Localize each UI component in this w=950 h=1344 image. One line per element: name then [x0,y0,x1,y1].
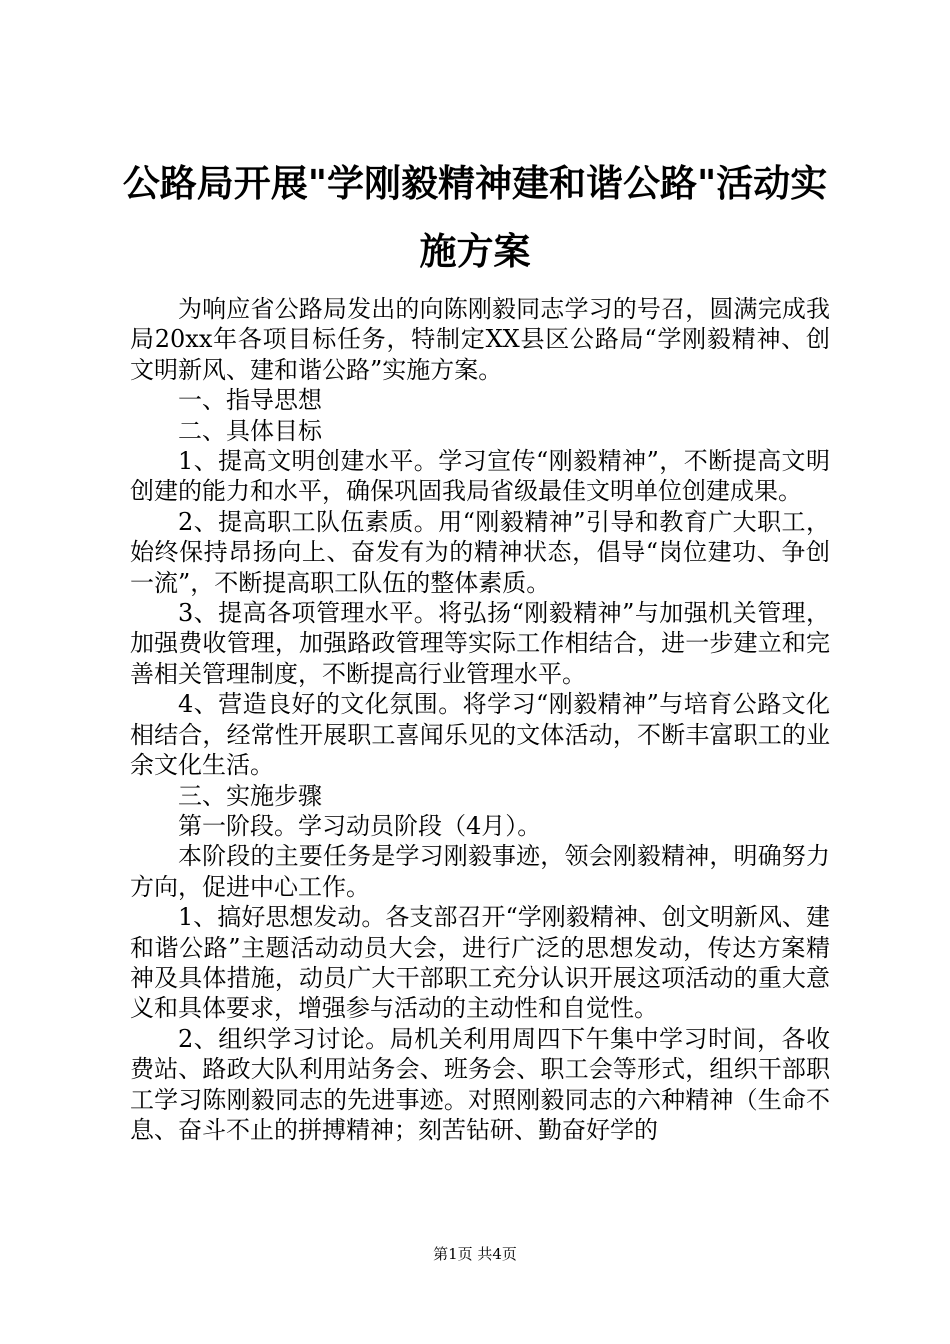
heading-specific-goals: 二、具体目标 [178,416,322,445]
document-title: 公路局开展"学刚毅精神建和谐公路"活动实施方案 [122,162,828,273]
page-footer: 第1页 共4页 [433,1245,517,1263]
paragraph-intro: 为响应省公路局发出的向陈刚毅同志学习的号召，圆满完成我局20xx年各项目标任务，特制定XX县区公路局“学刚毅精神、创文明新风、建和谐公路”实施方案。 [130,295,830,384]
paragraph-step-2: 2、组织学习讨论。局机关利用周四下午集中学习时间，各收费站、路政大队利用站务会、班务会、职工会等形式，组织干部职工学习陈刚毅同志的先进事迹。对照刚毅同志的六种精神（生命不息、奋斗不止的拼搏精神；刻苦钻研、勤奋好学的 [130,1024,830,1144]
paragraph-stage-1-task: 本阶段的主要任务是学习刚毅事迹，领会刚毅精神，明确努力方向，促进中心工作。 [130,842,830,901]
paragraph-stage-1: 第一阶段。学习动员阶段（4月）。 [178,811,542,840]
paragraph-step-1: 1、搞好思想发动。各支部召开“学刚毅精神、创文明新风、建和谐公路”主题活动动员大会，进行广泛的思想发动，传达方案精神及具体措施，动员广大干部职工充分认识开展这项活动的重大意义和具体要求，增强参与活动的主动性和自觉性。 [130,903,830,1023]
paragraph-goal-4: 4、营造良好的文化氛围。将学习“刚毅精神”与培育公路文化相结合，经常性开展职工喜闻乐见的文体活动，不断丰富职工的业余文化生活。 [130,690,830,780]
heading-guiding-ideology: 一、指导思想 [178,386,322,415]
paragraph-goal-1: 1、提高文明创建水平。学习宣传“刚毅精神”，不断提高文明创建的能力和水平，确保巩固我局省级最佳文明单位创建成果。 [130,447,830,506]
document-body [130,294,830,1145]
paragraph-goal-3: 3、提高各项管理水平。将弘扬“刚毅精神”与加强机关管理，加强费收管理，加强路政管理等实际工作相结合，进一步建立和完善相关管理制度，不断提高行业管理水平。 [130,599,830,688]
paragraph-goal-2: 2、提高职工队伍素质。用“刚毅精神”引导和教育广大职工，始终保持昂扬向上、奋发有为的精神状态，倡导“岗位建功、争创一流”，不断提高职工队伍的整体素质。 [130,507,830,597]
heading-implementation-steps: 三、实施步骤 [178,781,322,810]
